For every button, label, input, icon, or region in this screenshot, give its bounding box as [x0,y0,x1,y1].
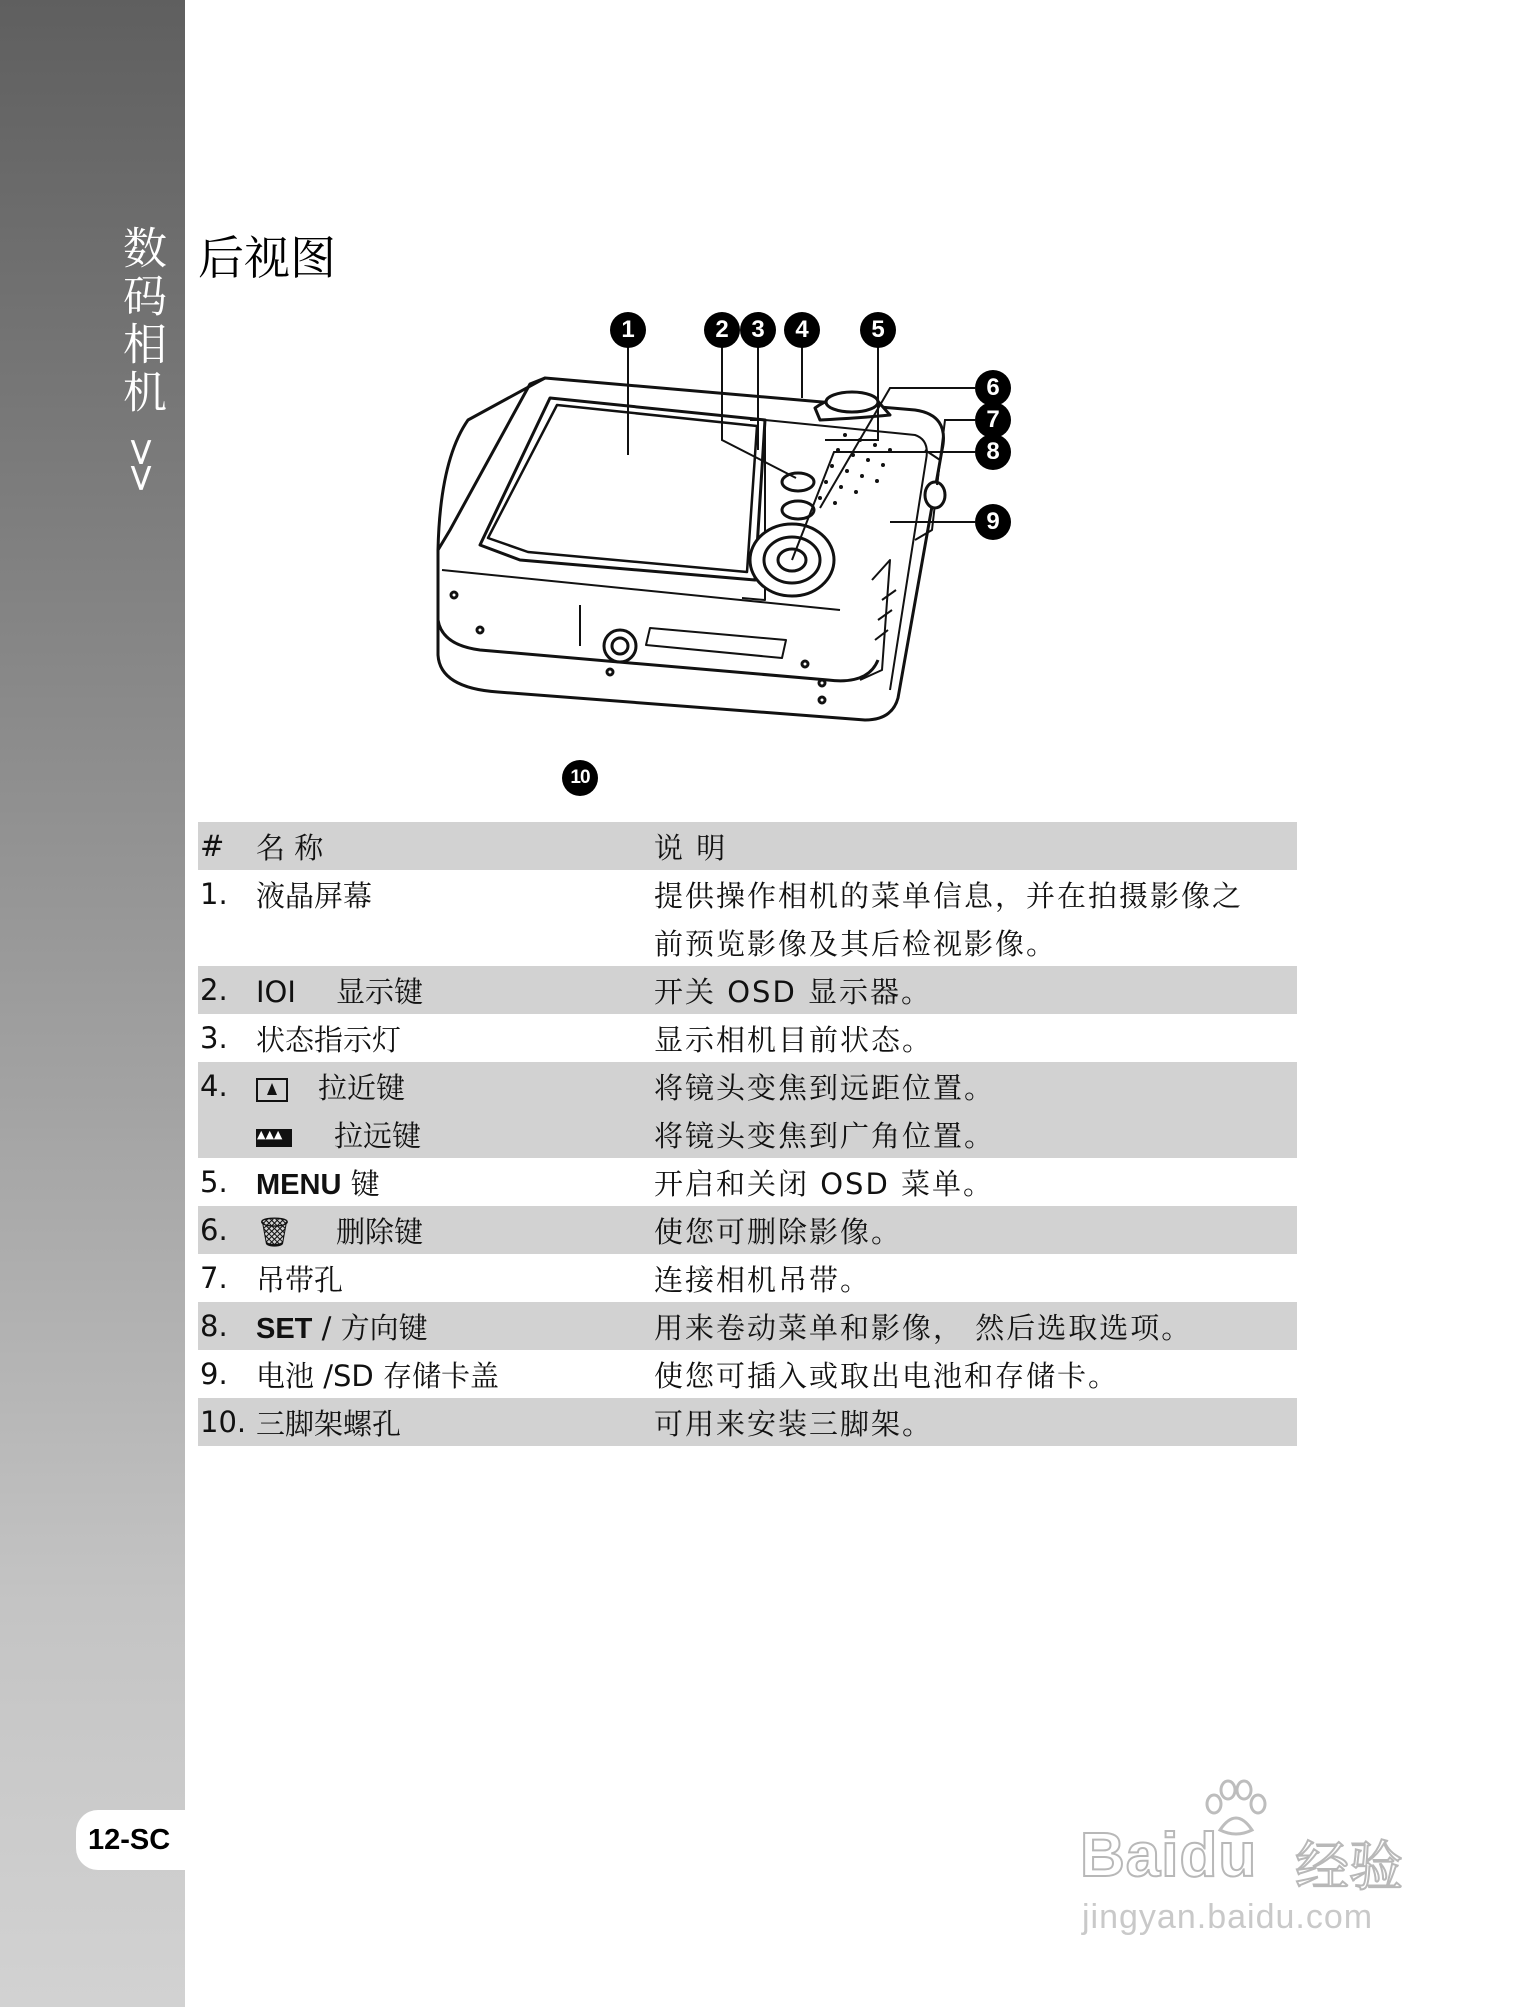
watermark-url: jingyan.baidu.com [1082,1898,1374,1936]
header-name: 名 称 [256,822,654,870]
menu-key-label: MENU [256,1168,342,1201]
row-num: 6. [198,1206,256,1254]
row-num: 9. [200,1357,228,1391]
row-name: 电池 /SD 存储卡盖 [256,1358,499,1393]
page-number: 12-SC [76,1810,185,1870]
table-row [198,1350,1297,1398]
callout-6: 6 [975,370,1011,406]
callout-10: 10 [562,760,598,796]
watermark-cn: 经验 [1295,1837,1403,1897]
row-desc: 使您可删除影像。 [654,1206,1297,1254]
row-name-text: 显示键 [336,974,424,1009]
row-desc: 开关 OSD 显示器。 [654,966,1297,1014]
row-num: 10. [198,1398,256,1446]
row-num [198,1110,256,1158]
row-name-text: 拉近键 [318,1070,406,1105]
callout-7: 7 [975,402,1011,438]
table-row [198,1254,1297,1302]
row-name-text: 键 [341,1166,380,1201]
page-title: 后视图 [198,231,336,285]
row-num: 1. [200,877,228,911]
row-num: 2. [198,966,256,1014]
watermark-brand: Baidu [1080,1821,1258,1890]
table-row [198,966,1297,1014]
camera-illustration [420,300,1050,800]
row-desc: 前预览影像及其后检视影像。 [654,926,1058,961]
tele-icon [256,1078,288,1102]
table-row [198,1398,1297,1446]
row-name [256,1206,654,1254]
row-name [256,1110,654,1158]
sidebar-title: 数码相机 [115,225,166,417]
table-row [198,1110,1297,1158]
sidebar [0,0,185,2007]
row-name [256,1158,654,1206]
baidu-watermark [1070,1780,1430,1940]
row-num: 3. [200,1021,228,1055]
callout-4: 4 [784,312,820,348]
row-name [256,918,654,966]
table-row [198,1158,1297,1206]
row-num: 7. [200,1261,228,1295]
set-key-label: SET [256,1312,313,1345]
callout-2: 2 [704,312,740,348]
row-desc: 提供操作相机的菜单信息，并在拍摄影像之 [654,878,1244,913]
table-row [198,918,1297,966]
wide-icon [256,1129,292,1147]
callout-8: 8 [975,434,1011,470]
row-desc: 开启和关闭 OSD 菜单。 [654,1166,995,1201]
row-name [256,1302,654,1350]
row-name [256,966,654,1014]
row-name-text: / 方向键 [312,1310,428,1345]
callout-3: 3 [740,312,776,348]
trash-icon: 🗑 [256,1214,293,1249]
row-desc: 显示相机目前状态。 [654,1022,934,1057]
table-row [198,1206,1297,1254]
callout-1: 1 [610,312,646,348]
row-desc: 将镜头变焦到广角位置。 [654,1110,1297,1158]
callout-9: 9 [975,504,1011,540]
row-num [198,918,256,966]
row-desc: 用来卷动菜单和影像， 然后选取选项。 [654,1302,1297,1350]
table-row [198,1062,1297,1110]
camera-rear-figure [420,300,1050,800]
row-name [256,1062,654,1110]
sidebar-arrow: >> [119,436,164,488]
header-num: # [198,822,256,870]
table-row [198,1302,1297,1350]
row-num: 4. [198,1062,256,1110]
row-num: 8. [198,1302,256,1350]
row-num: 5. [200,1165,228,1199]
row-name-text: 删除键 [336,1214,424,1249]
row-desc: 将镜头变焦到远距位置。 [654,1062,1297,1110]
row-desc: 使您可插入或取出电池和存储卡。 [654,1358,1120,1393]
row-name: 液晶屏幕 [256,878,373,913]
row-name-text: 拉远键 [334,1118,422,1153]
callout-5: 5 [860,312,896,348]
table-row [198,1014,1297,1062]
parts-table [198,822,1297,1446]
table-row [198,870,1297,918]
row-name: 三脚架螺孔 [256,1398,654,1446]
table-header-row [198,822,1297,870]
display-key-symbol: IOI [256,974,296,1009]
row-desc: 可用来安装三脚架。 [654,1398,1297,1446]
row-desc: 连接相机吊带。 [654,1262,872,1297]
row-name: 状态指示灯 [256,1022,402,1057]
row-name: 吊带孔 [256,1262,344,1297]
header-desc: 说 明 [654,822,1297,870]
